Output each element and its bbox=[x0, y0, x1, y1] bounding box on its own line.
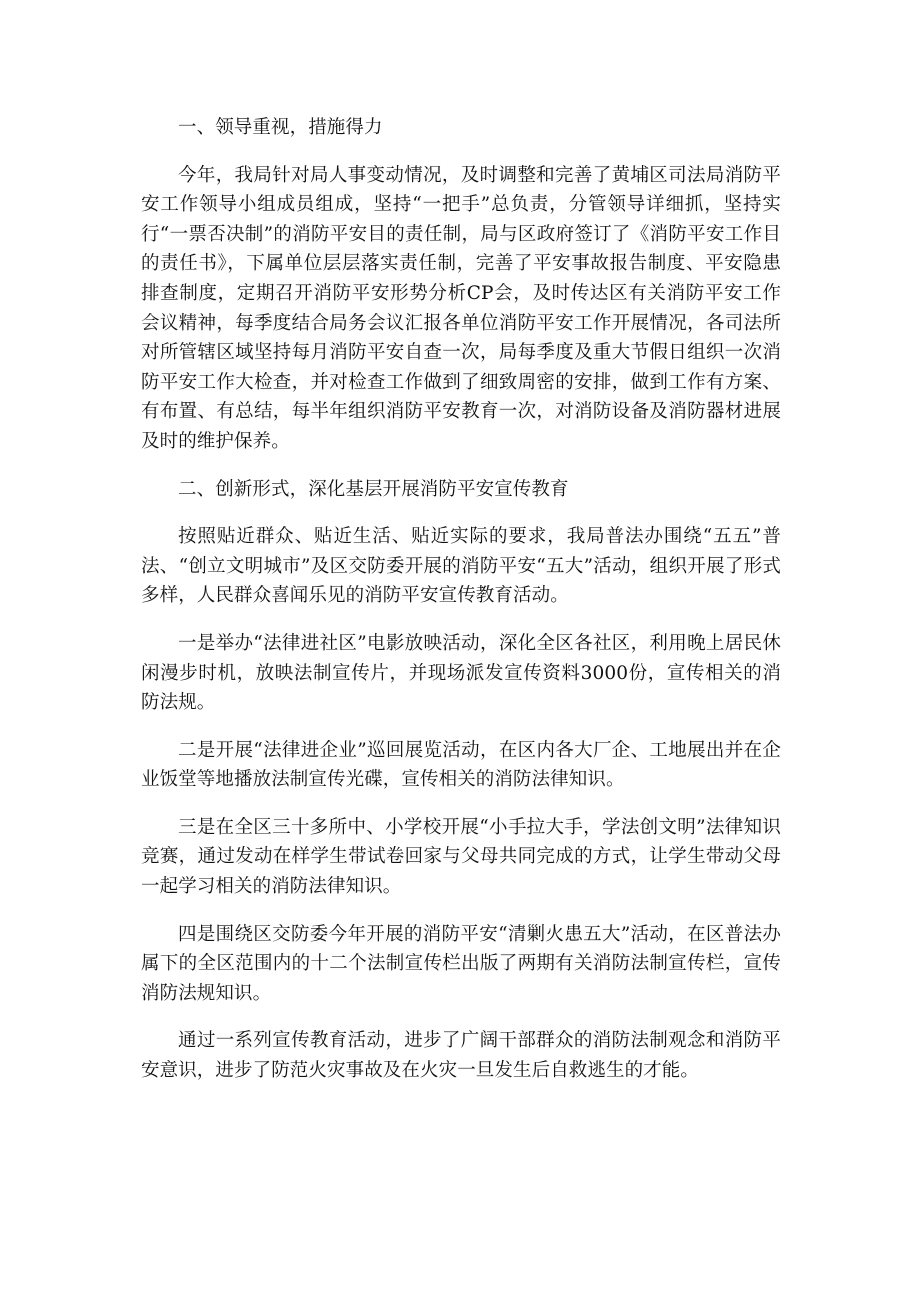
paragraph-enterprise: 二是开展“法律进企业”巡回展览活动，在区内各大厂企、工地展出并在企业饭堂等地播放法制宣传光碟，宣传相关的消防法律知识。 bbox=[141, 739, 781, 791]
section-heading-1: 一、领导重视，措施得力 bbox=[178, 117, 383, 138]
document-body bbox=[141, 113, 781, 1104]
paragraph-conclusion: 通过一系列宣传教育活动，进步了广阔干部群众的消防法制观念和消防平安意识，进步了防范火灾事故及在火灾一旦发生后自救逃生的才能。 bbox=[141, 1030, 781, 1082]
section-heading-2: 二、创新形式，深化基层开展消防平安宣传教育 bbox=[178, 478, 569, 500]
paragraph-intro: 按照贴近群众、贴近生活、贴近实际的要求，我局普法办围绕“五五”普法、“创立文明城市”及区交防委开展的消防平安“五大”活动，组织开展了形式多样，人民群众喜闻乐见的消防平安宣传教育活动。 bbox=[141, 526, 781, 607]
paragraph-leadership: 今年，我局针对局人事变动情况，及时调整和完善了黄埔区司法局消防平安工作领导小组成员组成，坚持“一把手”总负责，分管领导详细抓，坚持实行“一票否决制”的消防平安目的责任制，局与区政府签订了《消防平安工作目的责任书》，下属单位层层落实责任制，完善了平安事故报告制度、平安隐患排查制度，定期召开消防平安形势分析CP会，及时传达区有关消防平安工作会议精神，每季度结合局务会议汇报各单位消防平安工作开展情况，各司法所对所管辖区域坚持每月消防平安自查一次，局每季度及重大节假日组织一次消防平安工作大检查，并对检查工作做到了细致周密的安排，做到工作有方案、有布置、有总结，每半年组织消防平安教育一次，对消防设备及消防器材进展及时的维护保养。 bbox=[141, 164, 781, 452]
paragraph-schools: 三是在全区三十多所中、小学校开展“小手拉大手，学法创文明”法律知识竞赛，通过发动在样学生带试卷回家与父母共同完成的方式，让学生带动父母一起学习相关的消防法律知识。 bbox=[141, 816, 781, 898]
paragraph-bulletin: 四是围绕区交防委今年开展的消防平安“清剿火患五大”活动，在区普法办属下的全区范围内的十二个法制宣传栏出版了两期有关消防法制宣传栏，宣传消防法规知识。 bbox=[141, 923, 781, 1004]
paragraph-community: 一是举办“法律进社区”电影放映活动，深化全区各社区，利用晚上居民休闲漫步时机，放映法制宣传片，并现场派发宣传资料3000份，宣传相关的消防法规。 bbox=[141, 632, 781, 714]
